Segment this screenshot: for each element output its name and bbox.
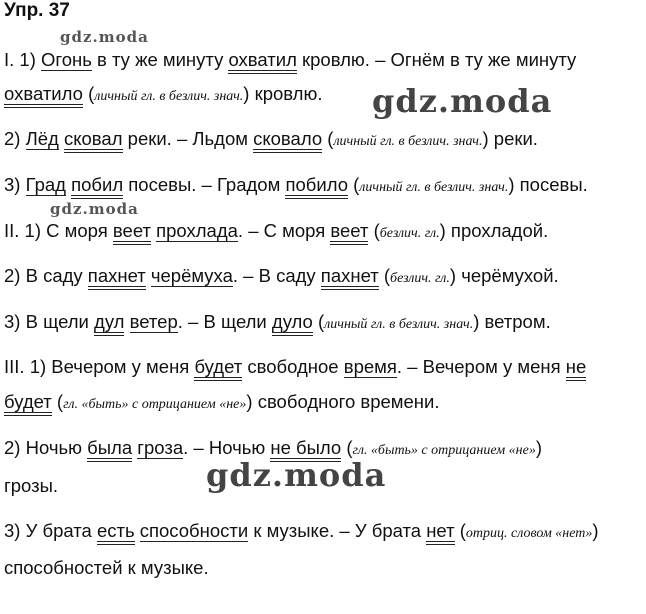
exercise-title: Упр. 37 [4,0,70,21]
line-10: 2) Ночью была гроза. – Ночью не было (гл. «быть» с отрицанием «не») [4,436,542,463]
line-4: 3) Град побил посевы. – Градом побило (личный гл. в безлич. знач.) посевы. [4,173,588,200]
watermark-small-2: gdz.moda [50,200,139,218]
line-6: 2) В саду пахнет черёмуха. – В саду пахнет (безлич. гл.) черёмухой. [4,264,559,291]
watermark-large-1: gdz.moda [372,82,553,120]
line-3: 2) Лёд сковал реки. – Льдом сковало (личный гл. в безлич. знач.) реки. [4,127,538,154]
line-7: 3) В щели дул ветер. – В щели дуло (личный гл. в безлич. знач.) ветром. [4,310,551,337]
line-12: 3) У брата есть способности к музыке. – У брата нет (отриц. словом «нет») [4,519,599,546]
line-8: III. 1) Вечером у меня будет свободное время. – Вечером у меня не [4,355,586,379]
line-13: способностей к музыке. [4,557,209,578]
line-5: II. 1) С моря веет прохлада. – С моря веет (безлич. гл.) прохладой. [4,219,548,246]
line-2: охватило (личный гл. в безлич. знач.) кровлю. [4,82,322,109]
watermark-small-1: gdz.moda [60,28,149,46]
line-9: будет (гл. «быть» с отрицанием «не») свободного времени. [4,390,440,417]
watermark-large-2: gdz.moda [206,456,387,494]
line-1: I. 1) Огонь в ту же минуту охватил кровлю. – Огнём в ту же минуту [4,48,576,72]
line-11: грозы. [4,475,59,496]
